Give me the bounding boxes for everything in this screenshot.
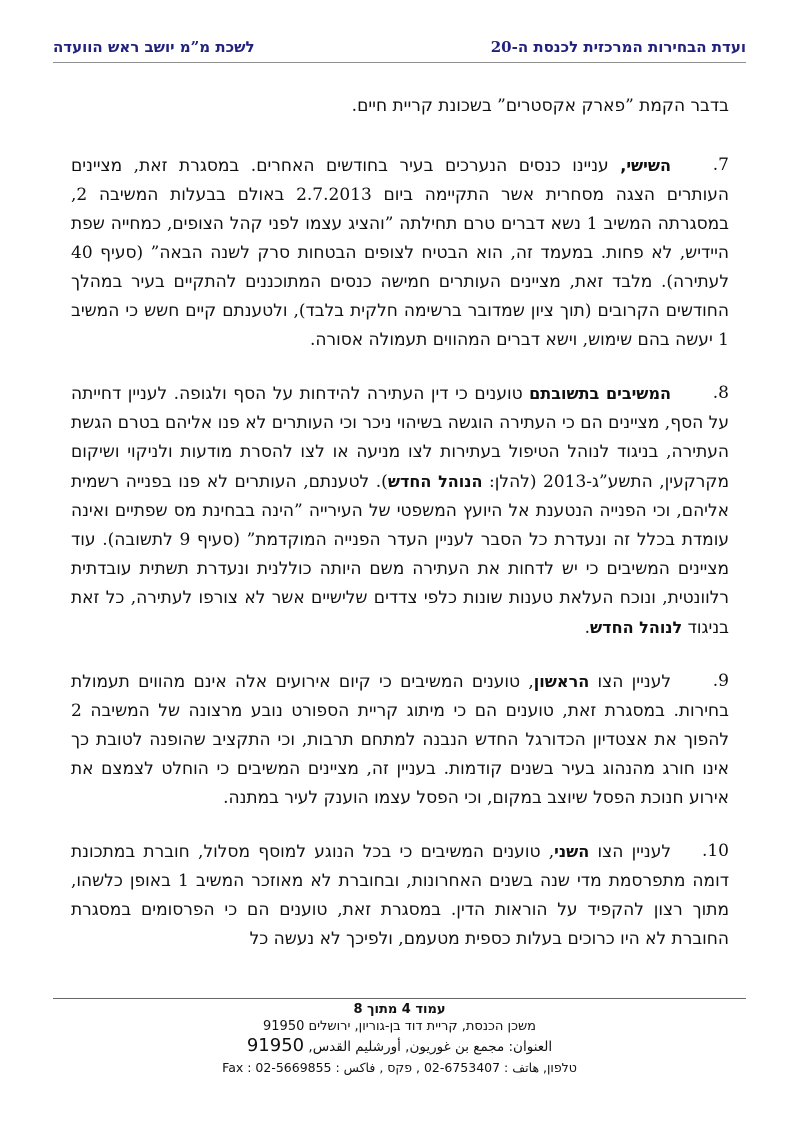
numbered-paragraph (71, 379, 729, 643)
numbered-paragraph (71, 837, 729, 954)
paragraph-text: השישי, עניינו כנסים הנערכים בעיר בחודשים האחרים. במסגרת זאת, מציינים העותרים הצגה מסחרית אשר התקיימה ביום 2.7.2013 באולם בבעלות המשיבה 2, במסגרתה המשיב 1 נשא דברים טרם תחילתה ”והציג עצמו לפני קהל הצופים, כמחייה שפת היידיש, לא פחות. במעמד זה, הוא הבטיח לצופים הבטחות סרק לשנה הבאה” (סעיף 40 לעתירה). מלבד זאת, מציינים העותרים חמישה כנסים המתוכננים להתקיים בעיר במהלך החודשים הקרובים (תוך ציון שמדובר ברשימה חלקית בלבד), ולטענתם קיים חשש כי המשיב 1 יעשה בהם שימוש, וישא דברים המהווים תעמולה אסורה. (71, 156, 729, 350)
paragraph-text: לעניין הצו הראשון, טוענים המשיבים כי קיום אירועים אלה אינם מהווים תעמולת בחירות. במסגרת זאת, טוענים הם כי מיתוג קריית הספורט נובע מרצונה של המשיבה 2 להפוך את אצטדיון הכדורגל החדש הנבנה למתחם תרבות, וכי התקציב שהופנה לטובת כך אינו חורג מהנהוג בעיר בשנים קודמות. בעניין זה, מציינים המשיבים כי הוחלט לצמצם את אירוע חנוכת הפסל שיוצב במקום, וכי הפסל עצמו הוענק לעיר במתנה. (71, 672, 729, 808)
committee-title: ועדת הבחירות המרכזית לכנסת ה-20 (490, 38, 746, 56)
office-title: לשכת מ”מ יושב ראש הוועדה (53, 38, 255, 56)
paragraph-number: 7. (712, 155, 729, 175)
paragraph-number: 8. (712, 383, 729, 403)
paragraph-number: 10. (701, 841, 729, 861)
page-footer (53, 998, 746, 1075)
address-arabic (53, 1035, 746, 1056)
document-body (71, 92, 729, 954)
page-number-line: עמוד 4 מתוך 8 (353, 1002, 446, 1017)
address-hebrew: משכן הכנסת, קריית דוד בן-גוריון, ירושלים 91950 (263, 1019, 536, 1034)
paragraph-number: 9. (712, 671, 729, 691)
paragraph-text: המשיבים בתשובתם טוענים כי דין העתירה להידחות על הסף ולגופה. לעניין דחייתה על הסף, מציינים הם כי העתירה הוגשה בשיהוי ניכר וכי העותרים לא פנו אליהם בטרם הגשת העתירה, בניגוד לנוהל הטיפול בעתירות לצו מניעה או לצו להסרת מודעות ולניקוי ושיקום מקרקעין, התשע”ג-2013 (להלן: הנוהל החדש). לטענתם, העותרים לא פנו בפנייה רשמית אליהם, וכי הפנייה הנטענת אל היועץ המשפטי של העירייה ”הינה בבחינת מס שפתיים ואינה עומדת בכלל זה ונעדרת כל הסבר לעניין העדר הפנייה המוקדמת” (סעיף 9 לתשובה). עוד מציינים המשיבים כי יש לדחות את העתירה משם היותה כוללנית ונעדרת תשתית עובדתית רלוונטית, ונוכח העלאת טענות שונות כלפי צדדים שלישיים אשר לא צורפו לעתירה, כל זאת בניגוד לנוהל החדש. (71, 384, 730, 638)
paragraph-text: לעניין הצו השני, טוענים המשיבים כי בכל הנוגע למוסף מסלול, חוברת במתכונת דומה מתפרסמת מדי שנה בשנים האחרונות, ובחוברת לא מאוזכר המשיב 1 באופן כלשהו, מתוך רצון להקפיד על הוראות הדין. במסגרת זאת, טוענים הם כי הפרסומים במסגרת החוברת לא היו כרוכים בעלות כספית מטעמם, ולפיכך לא נעשה כל (71, 842, 729, 949)
address-arabic-zip: 91950 (246, 1035, 305, 1056)
numbered-paragraph (71, 667, 729, 813)
address-arabic-label: العنوان: مجمع بن غوريون, أورشليم القدس, (308, 1039, 553, 1055)
page-header (53, 38, 746, 63)
intro-continuation-line: בדבר הקמת ”פארק אקסטרים” בשכונת קריית חיים. (351, 96, 729, 116)
numbered-paragraph (71, 151, 729, 355)
paragraph-list (71, 151, 729, 954)
phone-fax-line: טלפון, هاتف : 02-6753407 , פקס , فاكس : Fax : 02-5669855 (222, 1060, 577, 1075)
